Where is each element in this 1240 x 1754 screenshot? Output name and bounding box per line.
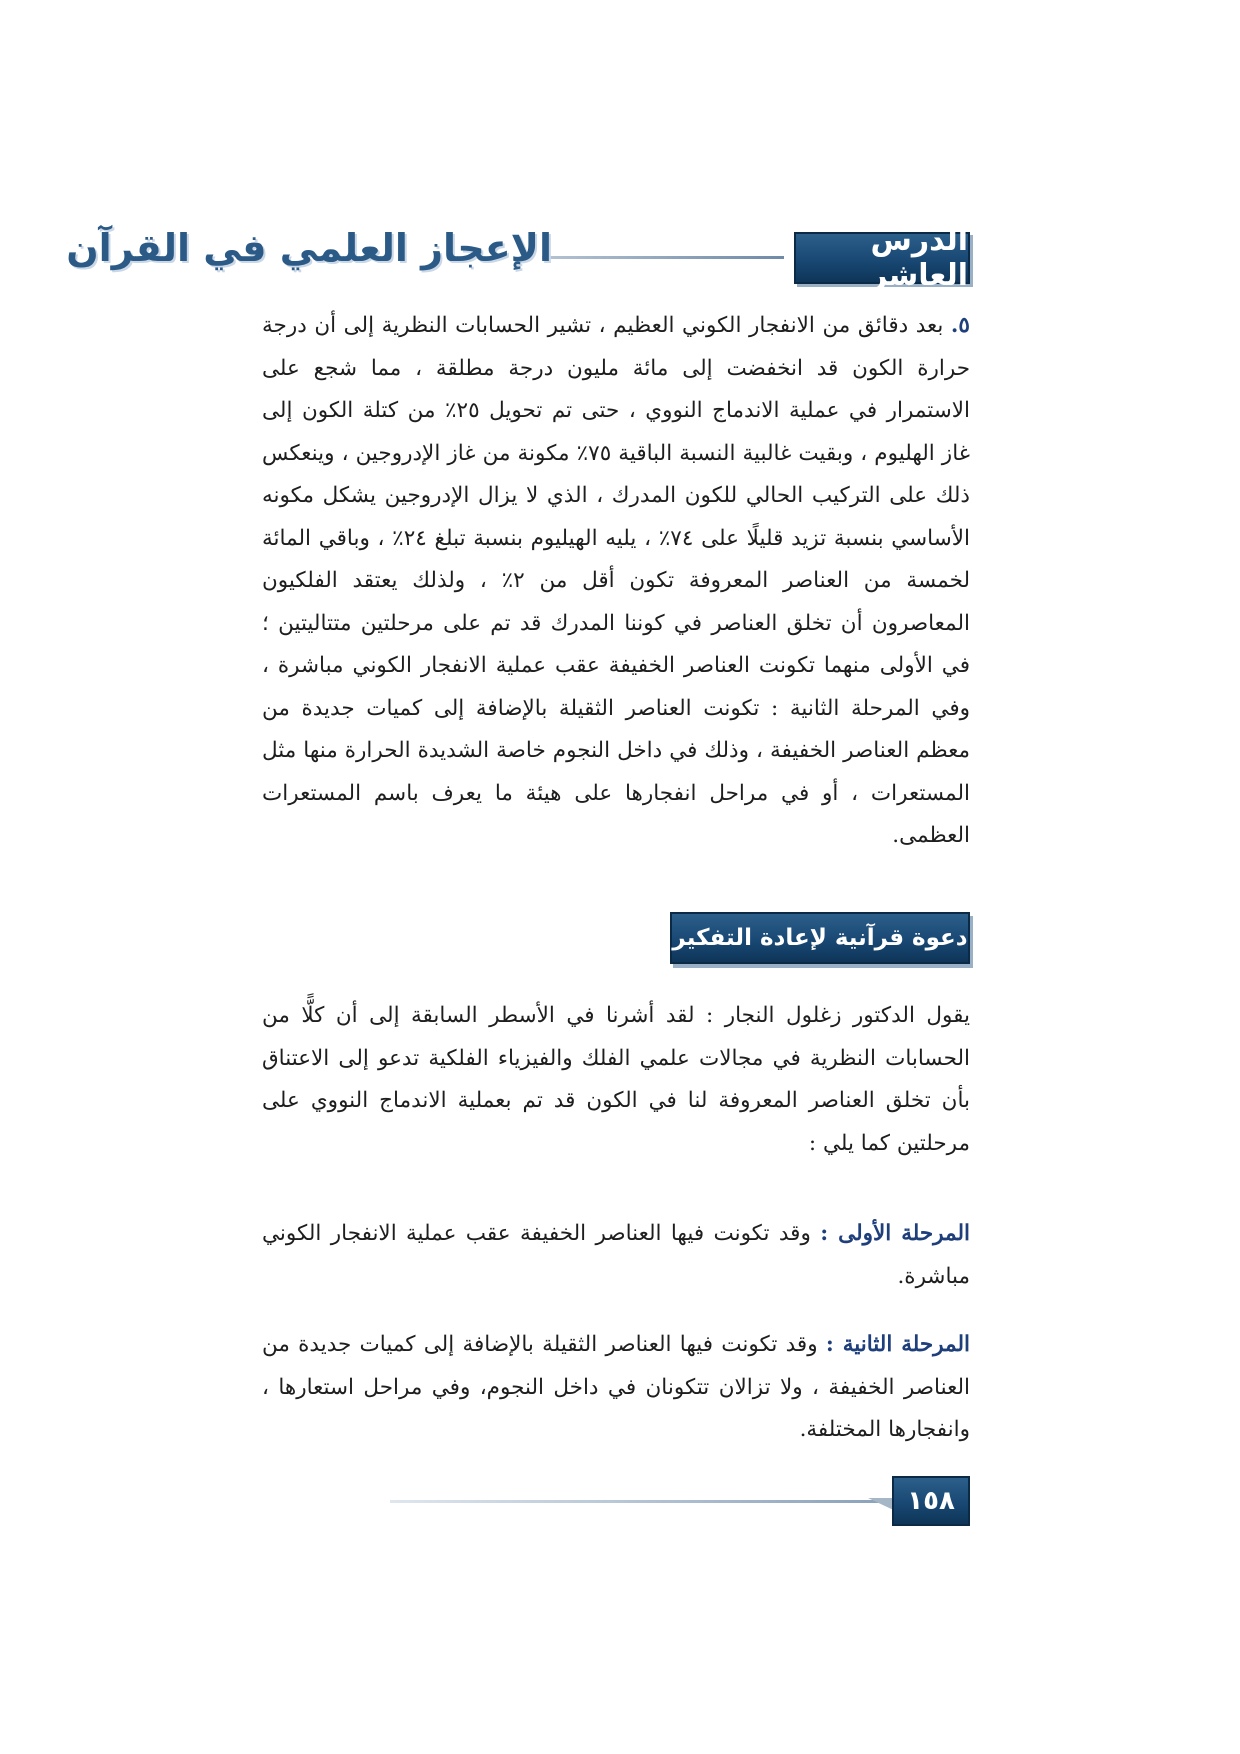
- stage-2-text: وقد تكونت فيها العناصر الثقيلة بالإضافة إلى كميات جديدة من العناصر الخفيفة ، ولا تزالان تتكونان في داخل النجوم، وفي مراحل استعارها ، وانفجارها المختلفة.: [262, 1332, 970, 1442]
- paragraph-1-text: بعد دقائق من الانفجار الكوني العظيم ، تشير الحسابات النظرية إلى أن درجة حرارة الكون قد انخفضت إلى مائة مليون درجة مطلقة ، مما شجع على الاستمرار في عملية الاندماج النووي ، حتى تم تحويل ٢٥٪ من كتلة الكون إلى غاز الهليوم ، وبقيت غالبية النسبة الباقية ٧٥٪ مكونة من غاز الإدروجين ، وينعكس ذلك على التركيب الحالي للكون المدرك ، الذي لا يزال الإدروجين يشكل مكونه الأساسي بنسبة تزيد قليلًا على ٧٤٪ ، يليه الهيليوم بنسبة تبلغ ٢٤٪ ، وباقي المائة لخمسة من العناصر المعروفة تكون أقل من ٢٪ ، ولذلك يعتقد الفلكيون المعاصرون أن تخلق العناصر في كوننا المدرك قد تم على مرحلتين متتاليتين ؛ في الأولى منهما تكونت العناصر الخفيفة عقب عملية الانفجار الكوني مباشرة ، وفي المرحلة الثانية : تكونت العناصر الثقيلة بالإضافة إلى كميات جديدة من معظم العناصر الخفيفة ، وذلك في داخل النجوم خاصة الشديدة الحرارة منها مثل المستعرات ، أو في مراحل انفجارها على هيئة ما يعرف باسم المستعرات العظمى.: [262, 313, 970, 848]
- stage-1: [262, 1213, 970, 1298]
- section-heading-box: [670, 912, 970, 964]
- stage-1-label: المرحلة الأولى :: [820, 1221, 970, 1246]
- stage-1-text: وقد تكونت فيها العناصر الخفيفة عقب عملية الانفجار الكوني مباشرة.: [262, 1221, 970, 1289]
- page-header: [66, 223, 970, 293]
- stage-2-label: المرحلة الثانية :: [825, 1332, 970, 1357]
- page-footer: [262, 1476, 970, 1526]
- paragraph-1-number: ٥.: [950, 313, 970, 338]
- paragraph-2: يقول الدكتور زغلول النجار : لقد أشرنا في الأسطر السابقة إلى أن كلًّا من الحسابات النظرية في مجالات علمي الفلك والفيزياء الفلكية تدعو إلى الاعتناق بأن تخلق العناصر المعروفة لنا في الكون قد تم بعملية الاندماج النووي على مرحلتين كما يلي :: [262, 1003, 970, 1156]
- page-number: ١٥٨: [892, 1476, 970, 1526]
- book-title: الإعجاز العلمي في القرآن: [66, 226, 552, 270]
- paragraph-1: [262, 305, 970, 858]
- header-divider: [542, 256, 784, 259]
- stage-2: [262, 1324, 970, 1452]
- section-heading: دعوة قرآنية لإعادة التفكير: [672, 925, 968, 951]
- lesson-label-box: [794, 223, 970, 293]
- lesson-label: الدرس العاشر: [870, 223, 968, 293]
- footer-divider: [390, 1500, 890, 1503]
